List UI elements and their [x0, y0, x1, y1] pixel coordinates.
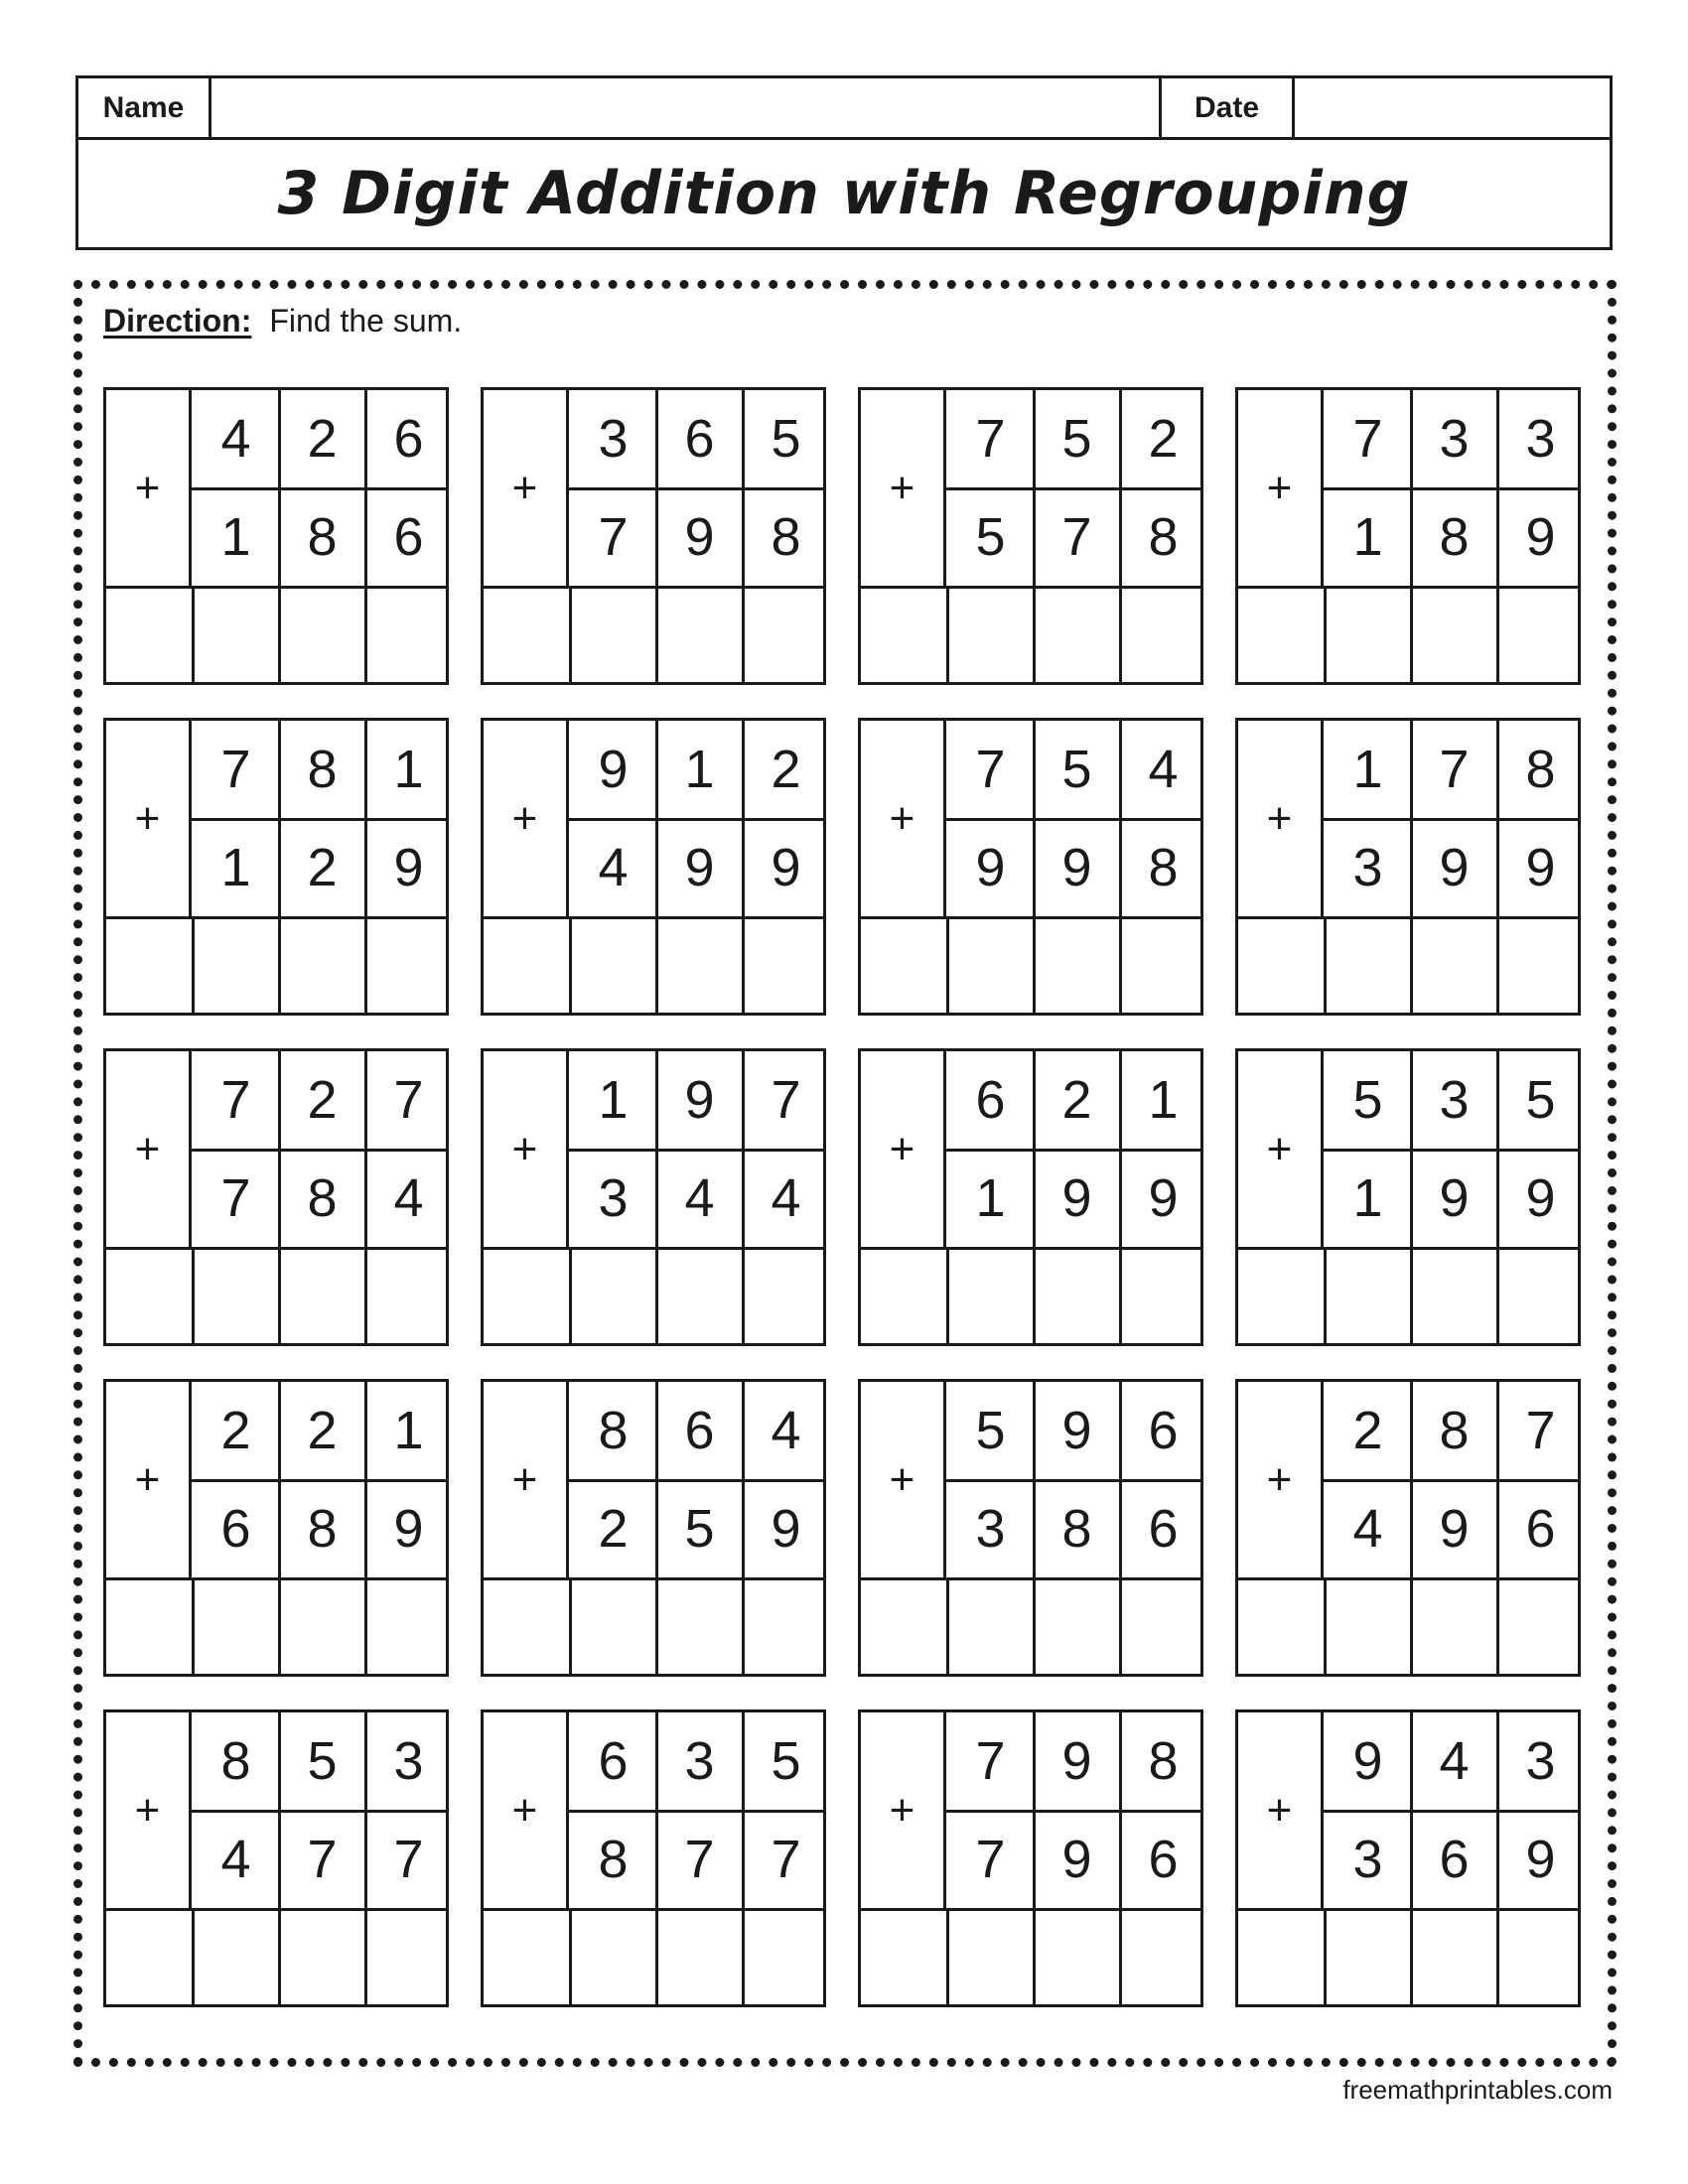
addend-top-digit: 1 — [393, 1401, 424, 1460]
addend-top-digit: 9 — [1061, 1401, 1092, 1460]
addend-top-digit: 5 — [1352, 1070, 1383, 1130]
answer-box[interactable] — [1119, 1908, 1200, 2004]
answer-box[interactable] — [655, 1908, 742, 2004]
addend-top-digit: 1 — [393, 740, 424, 799]
answer-box[interactable] — [1033, 1577, 1119, 1674]
answer-box[interactable] — [655, 1247, 742, 1343]
answer-box[interactable] — [655, 586, 742, 682]
plus-sign: + — [1238, 1051, 1324, 1247]
addend-top-digit: 6 — [393, 409, 424, 469]
addition-problem — [1235, 1379, 1581, 1677]
answer-box[interactable] — [364, 916, 446, 1013]
answer-box[interactable] — [742, 1577, 823, 1674]
addend-bottom-digit: 6 — [1439, 1830, 1470, 1889]
addend-bottom-digit: 7 — [307, 1830, 338, 1889]
name-field[interactable] — [211, 78, 1162, 137]
worksheet-title: 3 Digit Addition with Regrouping — [277, 159, 1411, 228]
addend-top-digit: 1 — [684, 740, 715, 799]
addend-bottom-digit: 8 — [1148, 507, 1179, 567]
answer-box[interactable] — [946, 1247, 1033, 1343]
addend-bottom-digit: 7 — [220, 1168, 251, 1228]
answer-box[interactable] — [106, 1247, 192, 1343]
answer-box[interactable] — [484, 1908, 569, 2004]
addend-bottom-digit: 8 — [771, 507, 801, 567]
addend-bottom-digit: 3 — [598, 1168, 629, 1228]
addition-problem — [481, 718, 826, 1016]
addend-top-digit: 4 — [220, 409, 251, 469]
addend-bottom-digit: 1 — [975, 1168, 1006, 1228]
answer-box[interactable] — [1410, 916, 1496, 1013]
answer-box[interactable] — [1033, 916, 1119, 1013]
addend-top-digit: 7 — [975, 1731, 1006, 1791]
plus-sign: + — [1238, 1712, 1324, 1908]
answer-box[interactable] — [1496, 916, 1578, 1013]
addend-bottom-digit: 8 — [307, 1168, 338, 1228]
answer-box[interactable] — [946, 1577, 1033, 1674]
plus-sign: + — [106, 390, 192, 586]
addend-top-digit: 6 — [975, 1070, 1006, 1130]
addend-top-digit: 2 — [1061, 1070, 1092, 1130]
answer-box[interactable] — [742, 1247, 823, 1343]
addend-top-digit: 8 — [1148, 1731, 1179, 1791]
plus-sign: + — [861, 390, 946, 586]
addend-top-digit: 9 — [598, 740, 629, 799]
addend-bottom-digit: 1 — [220, 838, 251, 897]
addend-bottom-digit: 9 — [684, 507, 715, 567]
answer-box[interactable] — [742, 916, 823, 1013]
addition-problem — [481, 387, 826, 685]
addend-top-digit: 2 — [1352, 1401, 1383, 1460]
addend-top-digit: 5 — [1525, 1070, 1556, 1130]
answer-box[interactable] — [1410, 1247, 1496, 1343]
addend-bottom-digit: 3 — [1352, 838, 1383, 897]
answer-box[interactable] — [1410, 1908, 1496, 2004]
addend-top-digit: 2 — [1148, 409, 1179, 469]
answer-box[interactable] — [1410, 586, 1496, 682]
answer-box[interactable] — [364, 1247, 446, 1343]
addend-bottom-digit: 8 — [598, 1830, 629, 1889]
addend-bottom-digit: 9 — [771, 1499, 801, 1559]
answer-box[interactable] — [1324, 1247, 1410, 1343]
name-label: Name — [78, 78, 211, 137]
addend-bottom-digit: 7 — [771, 1830, 801, 1889]
addend-top-digit: 9 — [1352, 1731, 1383, 1791]
addend-bottom-digit: 6 — [1148, 1830, 1179, 1889]
plus-sign: + — [861, 721, 946, 916]
answer-box[interactable] — [278, 916, 364, 1013]
plus-sign: + — [1238, 1382, 1324, 1577]
addend-top-digit: 2 — [307, 1070, 338, 1130]
addend-bottom-digit: 5 — [684, 1499, 715, 1559]
addition-problem — [1235, 718, 1581, 1016]
plus-sign: + — [861, 1712, 946, 1908]
addend-top-digit: 7 — [771, 1070, 801, 1130]
answer-box[interactable] — [1119, 1247, 1200, 1343]
addition-problem — [103, 718, 449, 1016]
answer-box[interactable] — [742, 1908, 823, 2004]
addend-bottom-digit: 1 — [1352, 1168, 1383, 1228]
addend-top-digit: 1 — [1148, 1070, 1179, 1130]
addend-bottom-digit: 9 — [1439, 1168, 1470, 1228]
addend-top-digit: 5 — [307, 1731, 338, 1791]
addend-bottom-digit: 4 — [598, 838, 629, 897]
answer-box[interactable] — [1496, 586, 1578, 682]
plus-sign: + — [1238, 390, 1324, 586]
addend-bottom-digit: 5 — [975, 507, 1006, 567]
addend-bottom-digit: 8 — [1148, 838, 1179, 897]
addend-top-digit: 4 — [771, 1401, 801, 1460]
addend-top-digit: 6 — [1148, 1401, 1179, 1460]
answer-box[interactable] — [1496, 1908, 1578, 2004]
answer-box[interactable] — [106, 916, 192, 1013]
addend-top-digit: 1 — [1352, 740, 1383, 799]
addition-problem — [1235, 1709, 1581, 2007]
direction-label: Direction: — [103, 303, 252, 339]
addend-bottom-digit: 9 — [393, 838, 424, 897]
addend-bottom-digit: 9 — [1525, 507, 1556, 567]
addend-top-digit: 2 — [307, 409, 338, 469]
answer-box[interactable] — [192, 1577, 278, 1674]
answer-box[interactable] — [1324, 1577, 1410, 1674]
answer-box[interactable] — [946, 586, 1033, 682]
addend-bottom-digit: 8 — [1439, 507, 1470, 567]
addend-top-digit: 3 — [1525, 1731, 1556, 1791]
addition-problem — [481, 1709, 826, 2007]
addend-bottom-digit: 4 — [1352, 1499, 1383, 1559]
addend-bottom-digit: 3 — [975, 1499, 1006, 1559]
answer-box[interactable] — [1410, 1577, 1496, 1674]
addend-bottom-digit: 6 — [393, 507, 424, 567]
answer-box[interactable] — [1033, 1908, 1119, 2004]
answer-box[interactable] — [1324, 1908, 1410, 2004]
answer-box[interactable] — [278, 586, 364, 682]
addend-top-digit: 9 — [1061, 1731, 1092, 1791]
answer-box[interactable] — [861, 1577, 946, 1674]
addition-problem — [858, 1048, 1203, 1346]
addend-bottom-digit: 9 — [975, 838, 1006, 897]
addend-top-digit: 5 — [1061, 409, 1092, 469]
answer-box[interactable] — [946, 916, 1033, 1013]
answer-box[interactable] — [106, 1908, 192, 2004]
addend-top-digit: 3 — [393, 1731, 424, 1791]
addend-top-digit: 6 — [684, 1401, 715, 1460]
plus-sign: + — [106, 721, 192, 916]
answer-box[interactable] — [569, 916, 655, 1013]
answer-box[interactable] — [569, 586, 655, 682]
addend-top-digit: 7 — [393, 1070, 424, 1130]
addend-top-digit: 9 — [684, 1070, 715, 1130]
answer-box[interactable] — [106, 1577, 192, 1674]
answer-box[interactable] — [364, 1908, 446, 2004]
addend-bottom-digit: 8 — [1061, 1499, 1092, 1559]
plus-sign: + — [484, 1382, 569, 1577]
addend-bottom-digit: 2 — [307, 838, 338, 897]
answer-box[interactable] — [364, 586, 446, 682]
answer-box[interactable] — [484, 916, 569, 1013]
plus-sign: + — [106, 1712, 192, 1908]
addend-top-digit: 8 — [1439, 1401, 1470, 1460]
addition-problem — [858, 718, 1203, 1016]
answer-box[interactable] — [1324, 586, 1410, 682]
addend-top-digit: 8 — [598, 1401, 629, 1460]
addend-top-digit: 8 — [1525, 740, 1556, 799]
answer-box[interactable] — [1238, 916, 1324, 1013]
answer-box[interactable] — [1238, 586, 1324, 682]
addend-bottom-digit: 9 — [1061, 838, 1092, 897]
answer-box[interactable] — [106, 586, 192, 682]
addition-problem — [103, 1048, 449, 1346]
addend-bottom-digit: 9 — [684, 838, 715, 897]
addend-top-digit: 6 — [598, 1731, 629, 1791]
addend-bottom-digit: 4 — [771, 1168, 801, 1228]
addend-bottom-digit: 7 — [598, 507, 629, 567]
addend-top-digit: 2 — [220, 1401, 251, 1460]
answer-box[interactable] — [192, 586, 278, 682]
direction-line — [103, 303, 462, 340]
addend-bottom-digit: 7 — [975, 1830, 1006, 1889]
plus-sign: + — [484, 721, 569, 916]
addend-bottom-digit: 9 — [1525, 1168, 1556, 1228]
addend-bottom-digit: 1 — [1352, 507, 1383, 567]
addend-bottom-digit: 9 — [393, 1499, 424, 1559]
date-label: Date — [1162, 78, 1295, 137]
addend-bottom-digit: 7 — [684, 1830, 715, 1889]
addend-bottom-digit: 6 — [220, 1499, 251, 1559]
addition-problem — [858, 1379, 1203, 1677]
answer-box[interactable] — [484, 1577, 569, 1674]
answer-box[interactable] — [278, 1247, 364, 1343]
addition-problem — [103, 387, 449, 685]
answer-box[interactable] — [655, 1577, 742, 1674]
answer-box[interactable] — [1033, 586, 1119, 682]
addend-top-digit: 3 — [1439, 409, 1470, 469]
answer-box[interactable] — [1238, 1247, 1324, 1343]
addend-bottom-digit: 7 — [1061, 507, 1092, 567]
answer-box[interactable] — [1238, 1577, 1324, 1674]
addend-top-digit: 7 — [975, 409, 1006, 469]
answer-box[interactable] — [655, 916, 742, 1013]
addend-top-digit: 2 — [771, 740, 801, 799]
addend-top-digit: 3 — [684, 1731, 715, 1791]
addend-bottom-digit: 9 — [1439, 838, 1470, 897]
date-field[interactable] — [1295, 78, 1610, 137]
answer-box[interactable] — [484, 1247, 569, 1343]
addend-bottom-digit: 6 — [1148, 1499, 1179, 1559]
answer-box[interactable] — [1324, 916, 1410, 1013]
addend-top-digit: 7 — [1352, 409, 1383, 469]
addend-top-digit: 6 — [684, 409, 715, 469]
addend-bottom-digit: 2 — [598, 1499, 629, 1559]
addend-top-digit: 7 — [1525, 1401, 1556, 1460]
plus-sign: + — [861, 1051, 946, 1247]
addend-bottom-digit: 9 — [1525, 1830, 1556, 1889]
plus-sign: + — [484, 390, 569, 586]
plus-sign: + — [484, 1051, 569, 1247]
plus-sign: + — [106, 1051, 192, 1247]
addend-top-digit: 4 — [1439, 1731, 1470, 1791]
addend-top-digit: 5 — [1061, 740, 1092, 799]
addend-top-digit: 7 — [220, 740, 251, 799]
addend-bottom-digit: 8 — [307, 1499, 338, 1559]
answer-box[interactable] — [278, 1908, 364, 2004]
addend-top-digit: 3 — [1439, 1070, 1470, 1130]
addend-top-digit: 5 — [771, 409, 801, 469]
addition-problem — [481, 1379, 826, 1677]
answer-box[interactable] — [484, 586, 569, 682]
addition-problem — [103, 1379, 449, 1677]
addition-problem — [1235, 1048, 1581, 1346]
answer-box[interactable] — [569, 1247, 655, 1343]
plus-sign: + — [1238, 721, 1324, 916]
addend-top-digit: 7 — [1439, 740, 1470, 799]
footer-website: freemathprintables.com — [1342, 2075, 1613, 2105]
answer-box[interactable] — [861, 586, 946, 682]
answer-box[interactable] — [192, 916, 278, 1013]
addend-top-digit: 5 — [975, 1401, 1006, 1460]
addend-bottom-digit: 1 — [220, 507, 251, 567]
addend-top-digit: 8 — [220, 1731, 251, 1791]
plus-sign: + — [106, 1382, 192, 1577]
addend-top-digit: 8 — [307, 740, 338, 799]
addend-bottom-digit: 7 — [393, 1830, 424, 1889]
answer-box[interactable] — [1238, 1908, 1324, 2004]
plus-sign: + — [484, 1712, 569, 1908]
addend-top-digit: 2 — [307, 1401, 338, 1460]
addend-top-digit: 3 — [598, 409, 629, 469]
addend-bottom-digit: 8 — [307, 507, 338, 567]
answer-box[interactable] — [569, 1908, 655, 2004]
answer-box[interactable] — [861, 1908, 946, 2004]
addend-top-digit: 3 — [1525, 409, 1556, 469]
addend-top-digit: 7 — [975, 740, 1006, 799]
addend-top-digit: 7 — [220, 1070, 251, 1130]
plus-sign: + — [861, 1382, 946, 1577]
name-date-row — [78, 78, 1610, 140]
addend-top-digit: 5 — [771, 1731, 801, 1791]
addend-bottom-digit: 9 — [771, 838, 801, 897]
answer-box[interactable] — [1033, 1247, 1119, 1343]
answer-box[interactable] — [742, 586, 823, 682]
addend-top-digit: 4 — [1148, 740, 1179, 799]
direction-text: Find the sum. — [269, 303, 463, 339]
answer-box[interactable] — [861, 1247, 946, 1343]
worksheet-header — [75, 75, 1613, 250]
answer-box[interactable] — [946, 1908, 1033, 2004]
addition-problem — [858, 387, 1203, 685]
answer-box[interactable] — [192, 1908, 278, 2004]
answer-box[interactable] — [1496, 1577, 1578, 1674]
addend-bottom-digit: 9 — [1439, 1499, 1470, 1559]
addend-bottom-digit: 4 — [393, 1168, 424, 1228]
addend-bottom-digit: 4 — [220, 1830, 251, 1889]
answer-box[interactable] — [1119, 1577, 1200, 1674]
answer-box[interactable] — [364, 1577, 446, 1674]
answer-box[interactable] — [1119, 586, 1200, 682]
addend-top-digit: 1 — [598, 1070, 629, 1130]
addend-bottom-digit: 9 — [1148, 1168, 1179, 1228]
answer-box[interactable] — [861, 916, 946, 1013]
answer-box[interactable] — [1119, 916, 1200, 1013]
answer-box[interactable] — [1496, 1247, 1578, 1343]
addend-bottom-digit: 9 — [1061, 1168, 1092, 1228]
addition-problem — [481, 1048, 826, 1346]
addend-bottom-digit: 6 — [1525, 1499, 1556, 1559]
answer-box[interactable] — [192, 1247, 278, 1343]
addend-bottom-digit: 9 — [1525, 838, 1556, 897]
addition-problem — [858, 1709, 1203, 2007]
addend-bottom-digit: 9 — [1061, 1830, 1092, 1889]
addend-bottom-digit: 4 — [684, 1168, 715, 1228]
addend-bottom-digit: 3 — [1352, 1830, 1383, 1889]
addition-problem — [1235, 387, 1581, 685]
answer-box[interactable] — [278, 1577, 364, 1674]
addition-problem — [103, 1709, 449, 2007]
answer-box[interactable] — [569, 1577, 655, 1674]
problem-grid — [103, 387, 1581, 2007]
